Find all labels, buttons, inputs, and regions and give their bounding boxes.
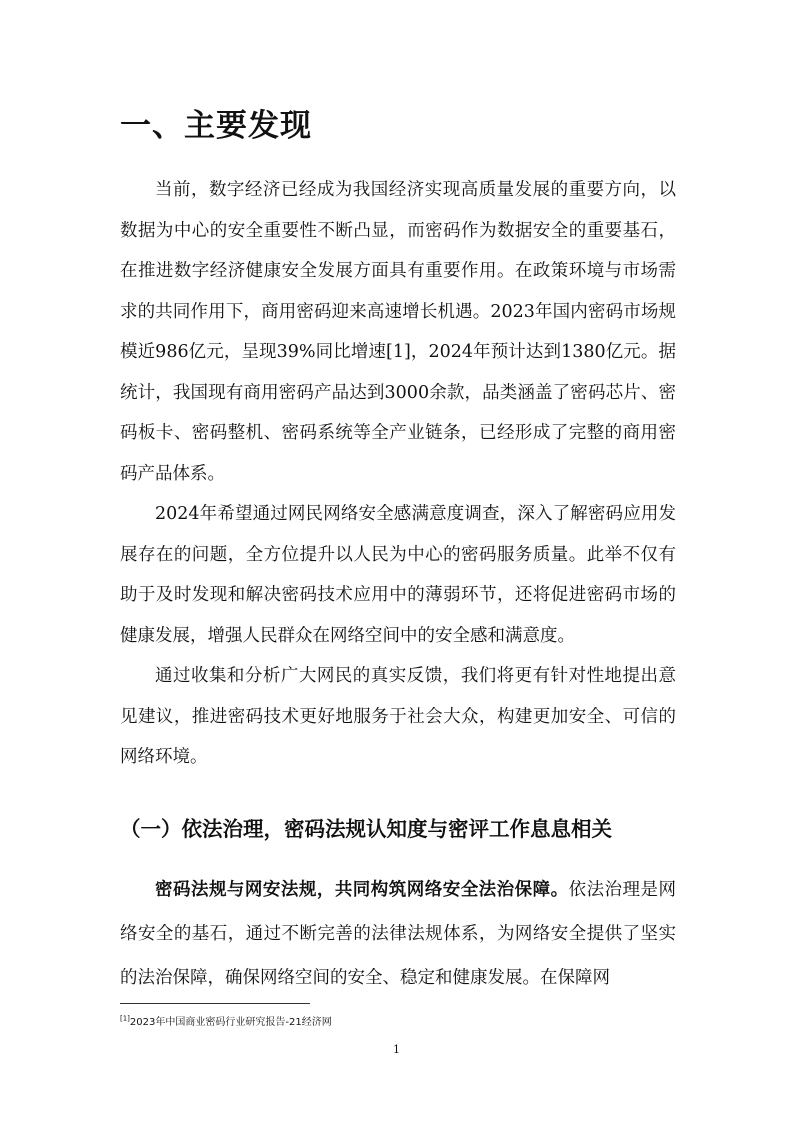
paragraph-1: 当前，数字经济已经成为我国经济实现高质量发展的重要方向，以数据为中心的安全重要性不断凸显，而密码作为数据安全的重要基石，在推进数字经济健康安全发展方面具有重要作用。在政策环境与市场需求的共同作用下，商用密码迎来高速增长机遇。2023年国内密码市场规模近986亿元，呈现39%同比增速[1]，2024年预计达到1380亿元。据统计，我国现有商用密码产品达到3000余款，品类涵盖了密码芯片、密码板卡、密码整机、密码系统等全产业链条，已经形成了完整的商用密码产品体系。	[120, 180, 676, 484]
page-number: 1	[393, 1043, 400, 1056]
footnote-divider	[120, 1003, 310, 1004]
paragraph-3: 通过收集和分析广大网民的真实反馈，我们将更有针对性地提出意见建议，推进密码技术更好地服务于社会大众，构建更加安全、可信的网络环境。	[120, 666, 676, 767]
footnote-text: 2023年中国商业密码行业研究报告-21经济网	[129, 1017, 332, 1028]
paragraph-text: 依法治理是网络安全的基石，通过不断完善的法律法规体系，为网络安全提供了坚实的法治保障，确保网络空间的安全、稳定和健康发展。在保障网	[120, 880, 677, 988]
subsection-paragraph	[120, 868, 676, 1000]
subsection-body	[120, 868, 676, 1000]
paragraph-2: 2024年希望通过网民网络安全感满意度调查，深入了解密码应用发展存在的问题，全方位提升以人民为中心的密码服务质量。此举不仅有助于及时发现和解决密码技术应用中的薄弱环节，还将促进密码市场的健康发展，增强人民群众在网络空间中的安全感和满意度。	[120, 504, 676, 646]
lead-sentence: 密码法规与网安法规，共同构筑网络安全法治保障。	[155, 880, 569, 900]
intro-body	[120, 170, 676, 778]
footnote	[120, 1013, 332, 1028]
subsection-heading: （一）依法治理，密码法规认知度与密评工作息息相关	[120, 817, 612, 841]
footnote-marker: [1]	[120, 1014, 130, 1023]
section-heading: 一、主要发现	[120, 108, 312, 144]
